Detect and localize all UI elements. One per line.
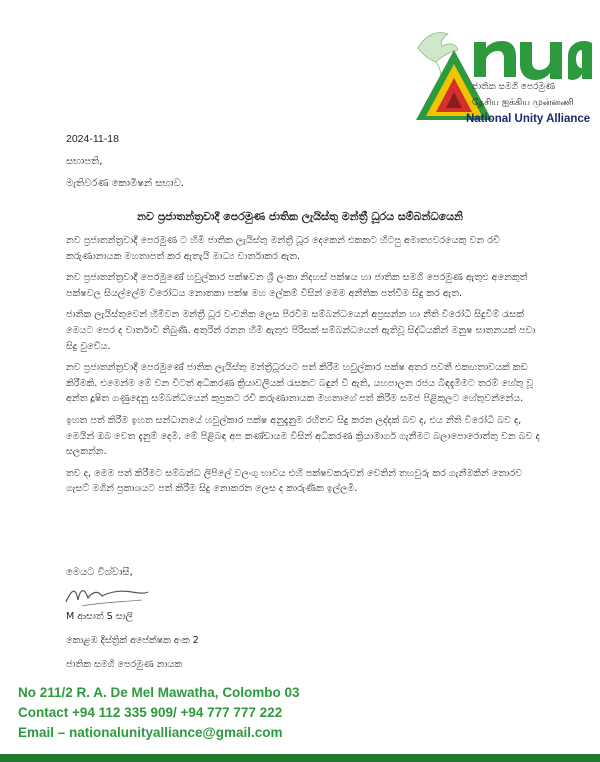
paragraph: නව ප්‍රජාතන්ත්‍රවාදී පෙරමුණේ හවුල්කාර පක්ෂවන ශ්‍රී ලංකා නිදහස් පක්ෂය හා ජාතික සමගි පෙරමුණ ඇතුළු අනෙකුත් පක්ෂවල සියල්ලේම විරෝධය නොතකා පක්ෂ මහ ලේකම් විසින් මෙම අනීතික පත්වීම සිදු කර ඇත. <box>66 272 528 299</box>
signatory-name: M ආසාත් S සාලි <box>66 611 133 622</box>
footer-address: No 211/2 R. A. De Mel Mawatha, Colombo 03 <box>18 685 300 700</box>
signatory-party: ජාතික සමගි පෙරමුණ නායක <box>66 659 183 670</box>
org-name-english: National Unity Alliance <box>466 113 591 125</box>
org-name-sinhala: ජාතික සමගි පෙරමුණ <box>472 82 556 92</box>
paragraph: ජාතික ලැයිස්තුවෙන් හිමිවන මන්ත්‍රී ධූර වංචනික ලෙස පිරවීම සම්බන්ධයෙන් අප්‍රසන්න හා නීති විරෝධී සිදුවීම් රැසක් මෙයට පෙර ද වාර්තාවී තිබුණි. අතුරින් රනන හිමි ඇතුළු පිරිසක් සම්බන්ධයෙන් ඇතිවූ සිද්ධියකින් මනුෂ ඝාතනයක් පවා සිදු වුවේය. <box>66 309 536 352</box>
letter-subject: නව ප්‍රජාතන්ත්‍රවාදී පෙරමුණ ජාතික ලැයිස්තු මන්ත්‍රී ධූරය සම්බන්ධයෙනි <box>137 210 463 223</box>
paragraph: නව ප්‍රජාතන්ත්‍රවාදී පෙරමුණ ට හිමි ජාතික ලැයිස්තු මන්ත්‍රී ධූර දෙකෙන් එකකට හිටපු අමාත්‍යවරයෙකු වන රවී කරුණානායක මහතාපත් කර ඇතැයි මාධ්‍ය වාර්තාකර ඇත. <box>66 235 500 262</box>
handwritten-signature <box>62 580 152 610</box>
paragraph: ඉහත පත් කිරීම ඉහත සන්ධානයේ හවුල්කාර පක්ෂ අනුදැනුම රහිතව සිදු කරන ලද්දක් බව ද, එය නීති විරෝධී බව ද, මෙයින් ඔබ වෙත දැනුම් දෙමි. මේ පිළිබඳ අප කණ්ඩායම විසින් අධිකරණ ක්‍රියාමාර්ග ගැනීමට බලාපොරොත්තු වන බව ද සලකන්න. <box>66 414 540 458</box>
letter-body <box>66 233 544 503</box>
letter-date: 2024-11-18 <box>66 133 119 145</box>
org-name-tamil: தேசிய ஐக்கிய முன்னணி <box>472 98 574 108</box>
signatory-role: කොළඹ දිස්ත්‍රික් අපේක්ෂක අංක 2 <box>66 635 199 646</box>
footer-email[interactable]: Email – nationalunityalliance@gmail.com <box>18 725 283 740</box>
closing: මෙයට විශ්වාසී, <box>66 567 133 578</box>
paragraph: තව ද, මෙම පත් කිරීමට සම්බන්ධ ලිපිලේ වලංගු භාවය එහි පක්ෂවකරුවන් වෙතින් තහවුරු කර ගැනීමකින් තොරව ගැසට් මගින් ප්‍රකාශයට පත් කිරීම සිදු නොකරන ලෙස ද කාරුණික ඉල්ලමි. <box>66 467 523 495</box>
nua-wordmark <box>474 41 592 80</box>
recipient: මැතිවරණ කොමිෂන් සභාව. <box>66 178 184 189</box>
footer-bar <box>0 754 600 762</box>
footer-contact: Contact +94 112 335 909/ +94 777 777 222 <box>18 705 283 720</box>
salutation: සභාපති, <box>66 156 103 167</box>
letter-footer <box>18 683 300 743</box>
paragraph: නව ප්‍රජාතන්ත්‍රවාදී පෙරමුණේ ජාතික ලැයිස්තු මන්ත්‍රීධූරයට පත් කිරීම හවුල්කාර පක්ෂ අතර පවතී එකඟතාවයක් කඩ කිරීමකි. එමෙන්ම මේ වන විටත් අධිකරණ ක්‍රියාවලියක් රැසකට බඳුන් වී ඇති, යහපාලන රජය බිඳදැමීමට තරම් හේතු වූ අන්ත දූෂිත ගණුදෙනු සම්බන්ධයෙන් කුප්‍රකට රවී කරුණානායක මහතාගේ පත් කිරීම සමජ පිළිකුලට හේතුවන්නේය. <box>66 362 534 405</box>
